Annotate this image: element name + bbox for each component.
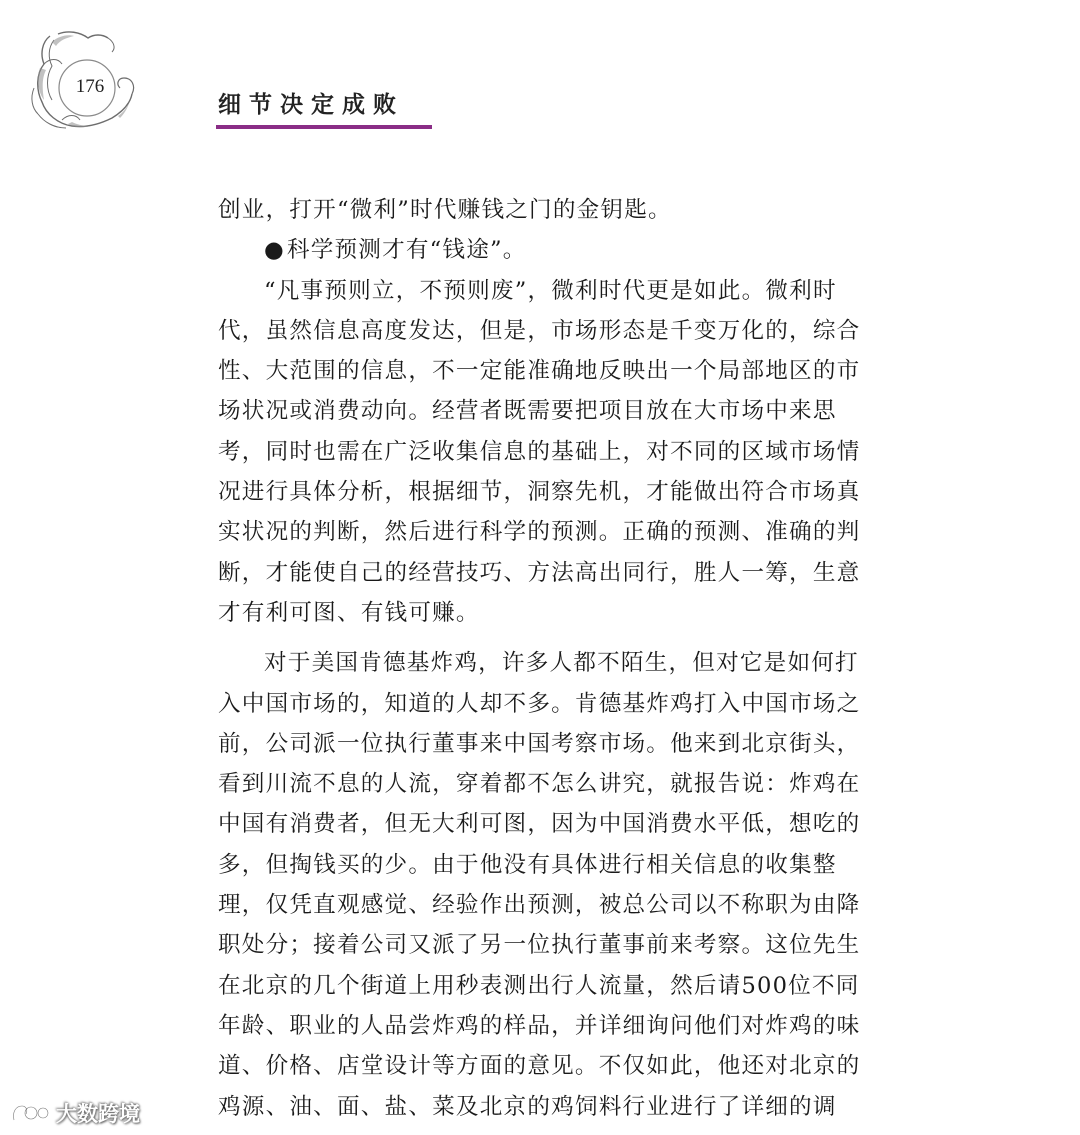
title-underline: [216, 125, 432, 129]
watermark-text: 大数跨境: [56, 1102, 140, 1126]
paragraph: 对于美国肯德基炸鸡，许多人都不陌生，但对它是如何打入中国市场的，知道的人却不多。肯德基炸鸡打入中国市场之前，公司派一位执行董事来中国考察市场。他来到北京街头，看到川流不息的人流，穿着都不怎么讲究，就报告说：炸鸡在中国有消费者，但无大利可图，因为中国消费水平低，想吃的多，但掏钱买的少。由于他没有具体进行相关信息的收集整理，仅凭直观感觉、经验作出预测，被总公司以不称职为由降职处分；接着公司又派了另一位执行董事前来考察。这位先生在北京的几个街道上用秒表测出行人流量，然后请500位不同年龄、职业的人品尝炸鸡的样品，并详细询问他们对炸鸡的味道、价格、店堂设计等方面的意见。不仅如此，他还对北京的鸡源、油、面、盐、菜及北京的鸡饲料行业进行了详细的调: [218, 650, 861, 1120]
watermark: [10, 1098, 140, 1128]
bullet-icon: ●: [264, 237, 285, 264]
bullet-heading: [218, 230, 863, 270]
continuation-line: 创业，打开“微利”时代赚钱之门的金钥匙。: [218, 197, 672, 223]
body-text: [218, 190, 863, 1127]
paragraph: “凡事预则立，不预则废”，微利时代更是如此。微利时代，虽然信息高度发达，但是，市场形态是千变万化的，综合性、大范围的信息，不一定能准确地反映出一个局部地区的市场状况或消费动向。经营者既需要把项目放在大市场中来思考，同时也需在广泛收集信息的基础上，对不同的区域市场情况进行具体分析，根据细节，洞察先机，才能做出符合市场真实状况的判断，然后进行科学的预测。正确的预测、准确的判断，才能使自己的经营技巧、方法高出同行，胜人一筹，生意才有利可图、有钱可赚。: [218, 277, 861, 626]
bullet-heading-text: 科学预测才有“钱途”。: [286, 237, 527, 264]
running-title: 细节决定成败: [218, 92, 404, 118]
watermark-logo-icon: [10, 1102, 50, 1124]
page-number: 176: [75, 76, 105, 97]
